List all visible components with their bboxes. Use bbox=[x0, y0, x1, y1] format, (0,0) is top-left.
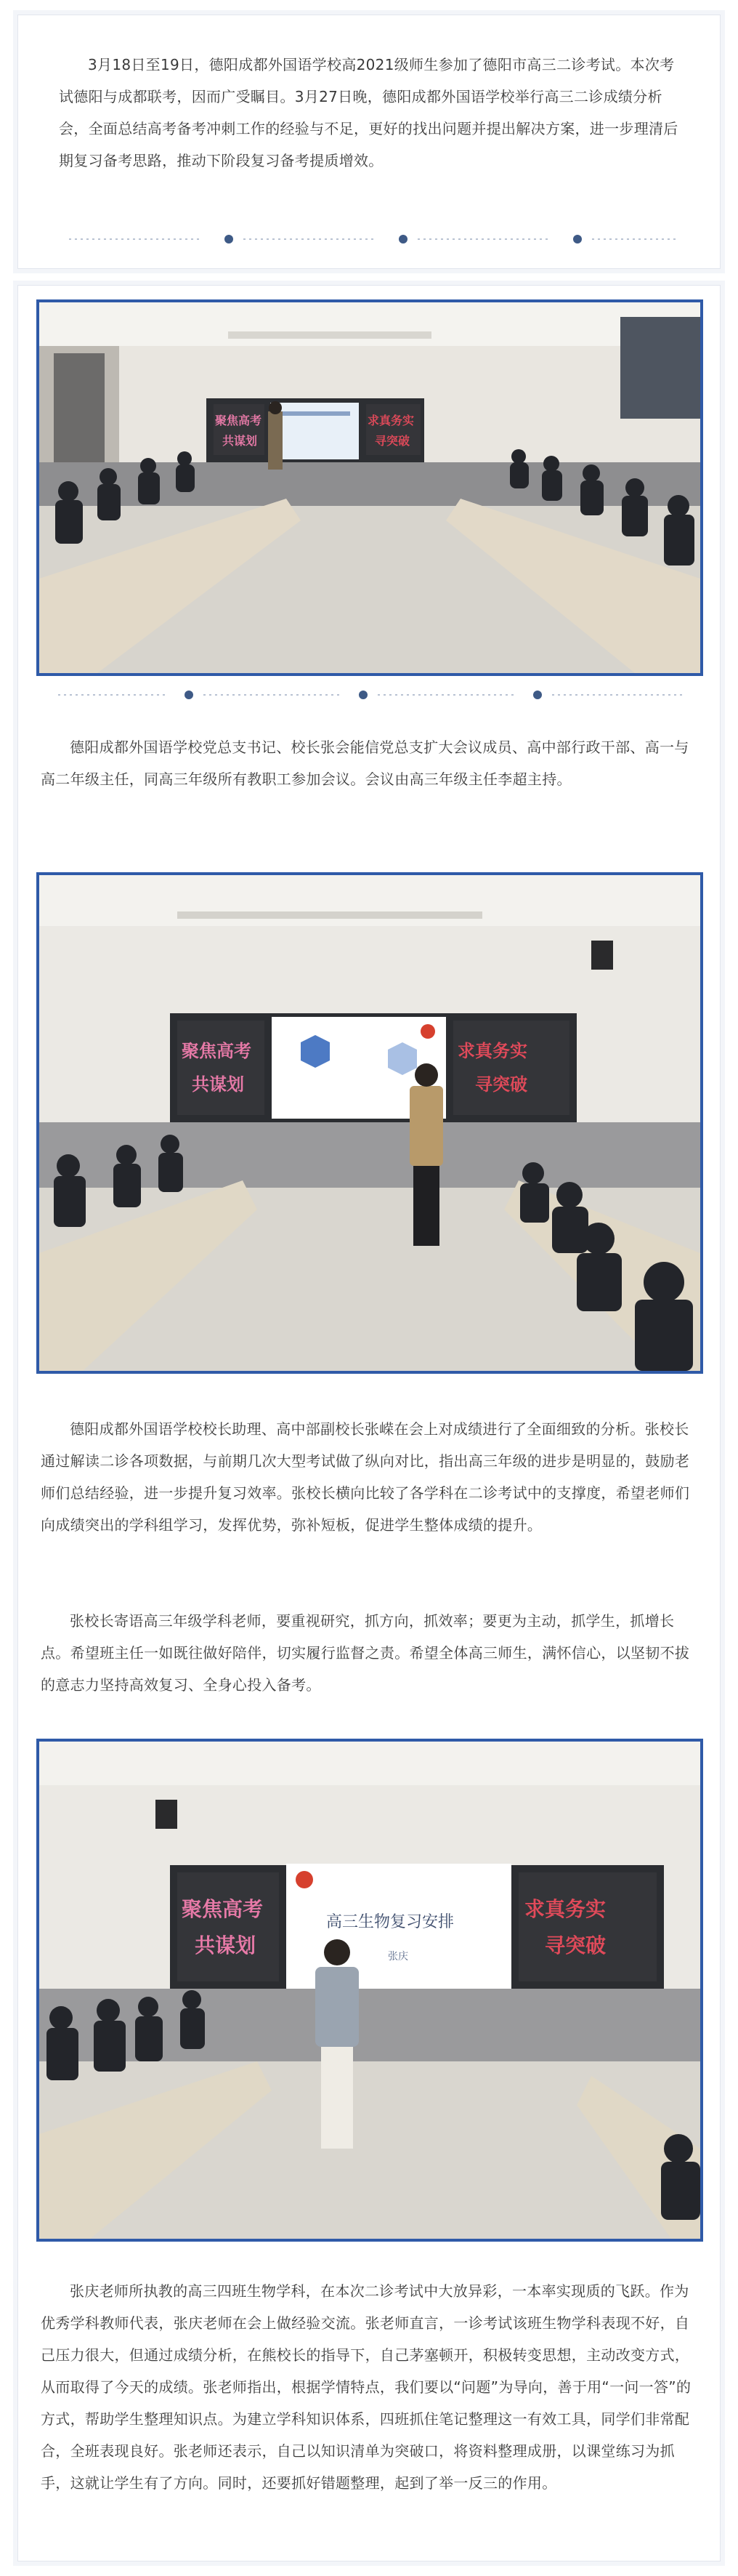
board-left-top: 聚焦高考 bbox=[215, 414, 262, 427]
board-left-bottom: 共谋划 bbox=[195, 1933, 256, 1957]
intro-paragraph: 3月18日至19日，德阳成都外国语学校高2021级师生参加了德阳市高三二诊考试。本次考试德阳与成都联考，因而广受瞩目。3月27日晚，德阳成都外国语学校举行高三二诊成绩分析会，全面总结高考备考冲刺工作的经验与不足，更好的找出问题并提出解决方案，进一步理清后期复习备考思路，推动下阶段复习备考提质增效。 bbox=[59, 56, 678, 169]
classroom-photo-icon bbox=[39, 1742, 700, 2239]
screen-title: 高三生物复习安排 bbox=[326, 1913, 455, 1931]
meeting-photo-3 bbox=[36, 1739, 703, 2242]
classroom-photo-icon bbox=[39, 302, 700, 673]
board-right-bottom: 寻突破 bbox=[545, 1933, 607, 1957]
meeting-photo-2 bbox=[36, 872, 703, 1374]
paragraph-2: 德阳成都外国语学校校长助理、高中部副校长张嵘在会上对成绩进行了全面细致的分析。张校长通过解读二诊各项数据，与前期几次大型考试做了纵向对比，指出高三年级的进步是明显的，鼓励老师们总结经验，进一步提升复习效率。张校长横向比较了各学科在二诊考试中的支撑度，希望老师们向成绩突出的学科组学习，发挥优势，弥补短板，促进学生整体成绩的提升。 bbox=[41, 1420, 690, 1534]
board-right-top: 求真务实 bbox=[524, 1897, 607, 1921]
board-right-bottom: 寻突破 bbox=[375, 434, 410, 448]
paragraph-4: 张庆老师所执教的高三四班生物学科，在本次二诊考试中大放异彩，一本率实现质的飞跃。作为优秀学科教师代表，张庆老师在会上做经验交流。张老师直言，一诊考试该班生物学科表现不好，自己压力很大，但通过成绩分析，在熊校长的指导下，自己茅塞顿开，积极转变思想，主动改变方式，从而取得了今天的成绩。张老师指出，根据学情特点，我们要以“问题”为导向，善于用“一问一答”的方式，帮助学生整理知识点。为建立学科知识体系，四班抓住笔记整理这一有效工具，同学们非常配合，全班表现良好。张老师还表示，自己以知识清单为突破口，将资料整理成册，以课堂练习为抓手，这就让学生有了方向。同时，还要抓好错题整理，起到了举一反三的作用。 bbox=[41, 2282, 692, 2492]
board-left-bottom: 共谋划 bbox=[192, 1074, 244, 1095]
meeting-photo-1 bbox=[36, 299, 703, 676]
section-divider bbox=[62, 233, 686, 245]
classroom-photo-icon bbox=[39, 875, 700, 1371]
screen-presenter-name: 张庆 bbox=[388, 1951, 408, 1963]
paragraph-1: 德阳成都外国语学校党总支书记、校长张会能信党总支扩大会议成员、高中部行政干部、高一与高二年级主任，同高三年级所有教职工参加会议。会议由高三年级主任李超主持。 bbox=[41, 738, 689, 788]
board-right-top: 求真务实 bbox=[458, 1040, 527, 1061]
board-left-top: 聚焦高考 bbox=[182, 1040, 251, 1061]
dotted-divider-icon bbox=[58, 689, 683, 701]
section-divider bbox=[58, 689, 683, 701]
board-right-top: 求真务实 bbox=[368, 414, 415, 427]
dotted-divider-icon bbox=[62, 233, 686, 245]
board-left-top: 聚焦高考 bbox=[182, 1897, 264, 1921]
board-right-bottom: 寻突破 bbox=[475, 1074, 527, 1095]
intro-card bbox=[17, 15, 721, 269]
board-left-bottom: 共谋划 bbox=[222, 434, 258, 448]
paragraph-3: 张校长寄语高三年级学科老师，要重视研究，抓方向，抓效率；要更为主动，抓学生，抓增长点。希望班主任一如既往做好陪伴，切实履行监督之责。希望全体高三师生，满怀信心，以坚韧不拔的意志力坚持高效复习、全身心投入备考。 bbox=[41, 1612, 690, 1694]
